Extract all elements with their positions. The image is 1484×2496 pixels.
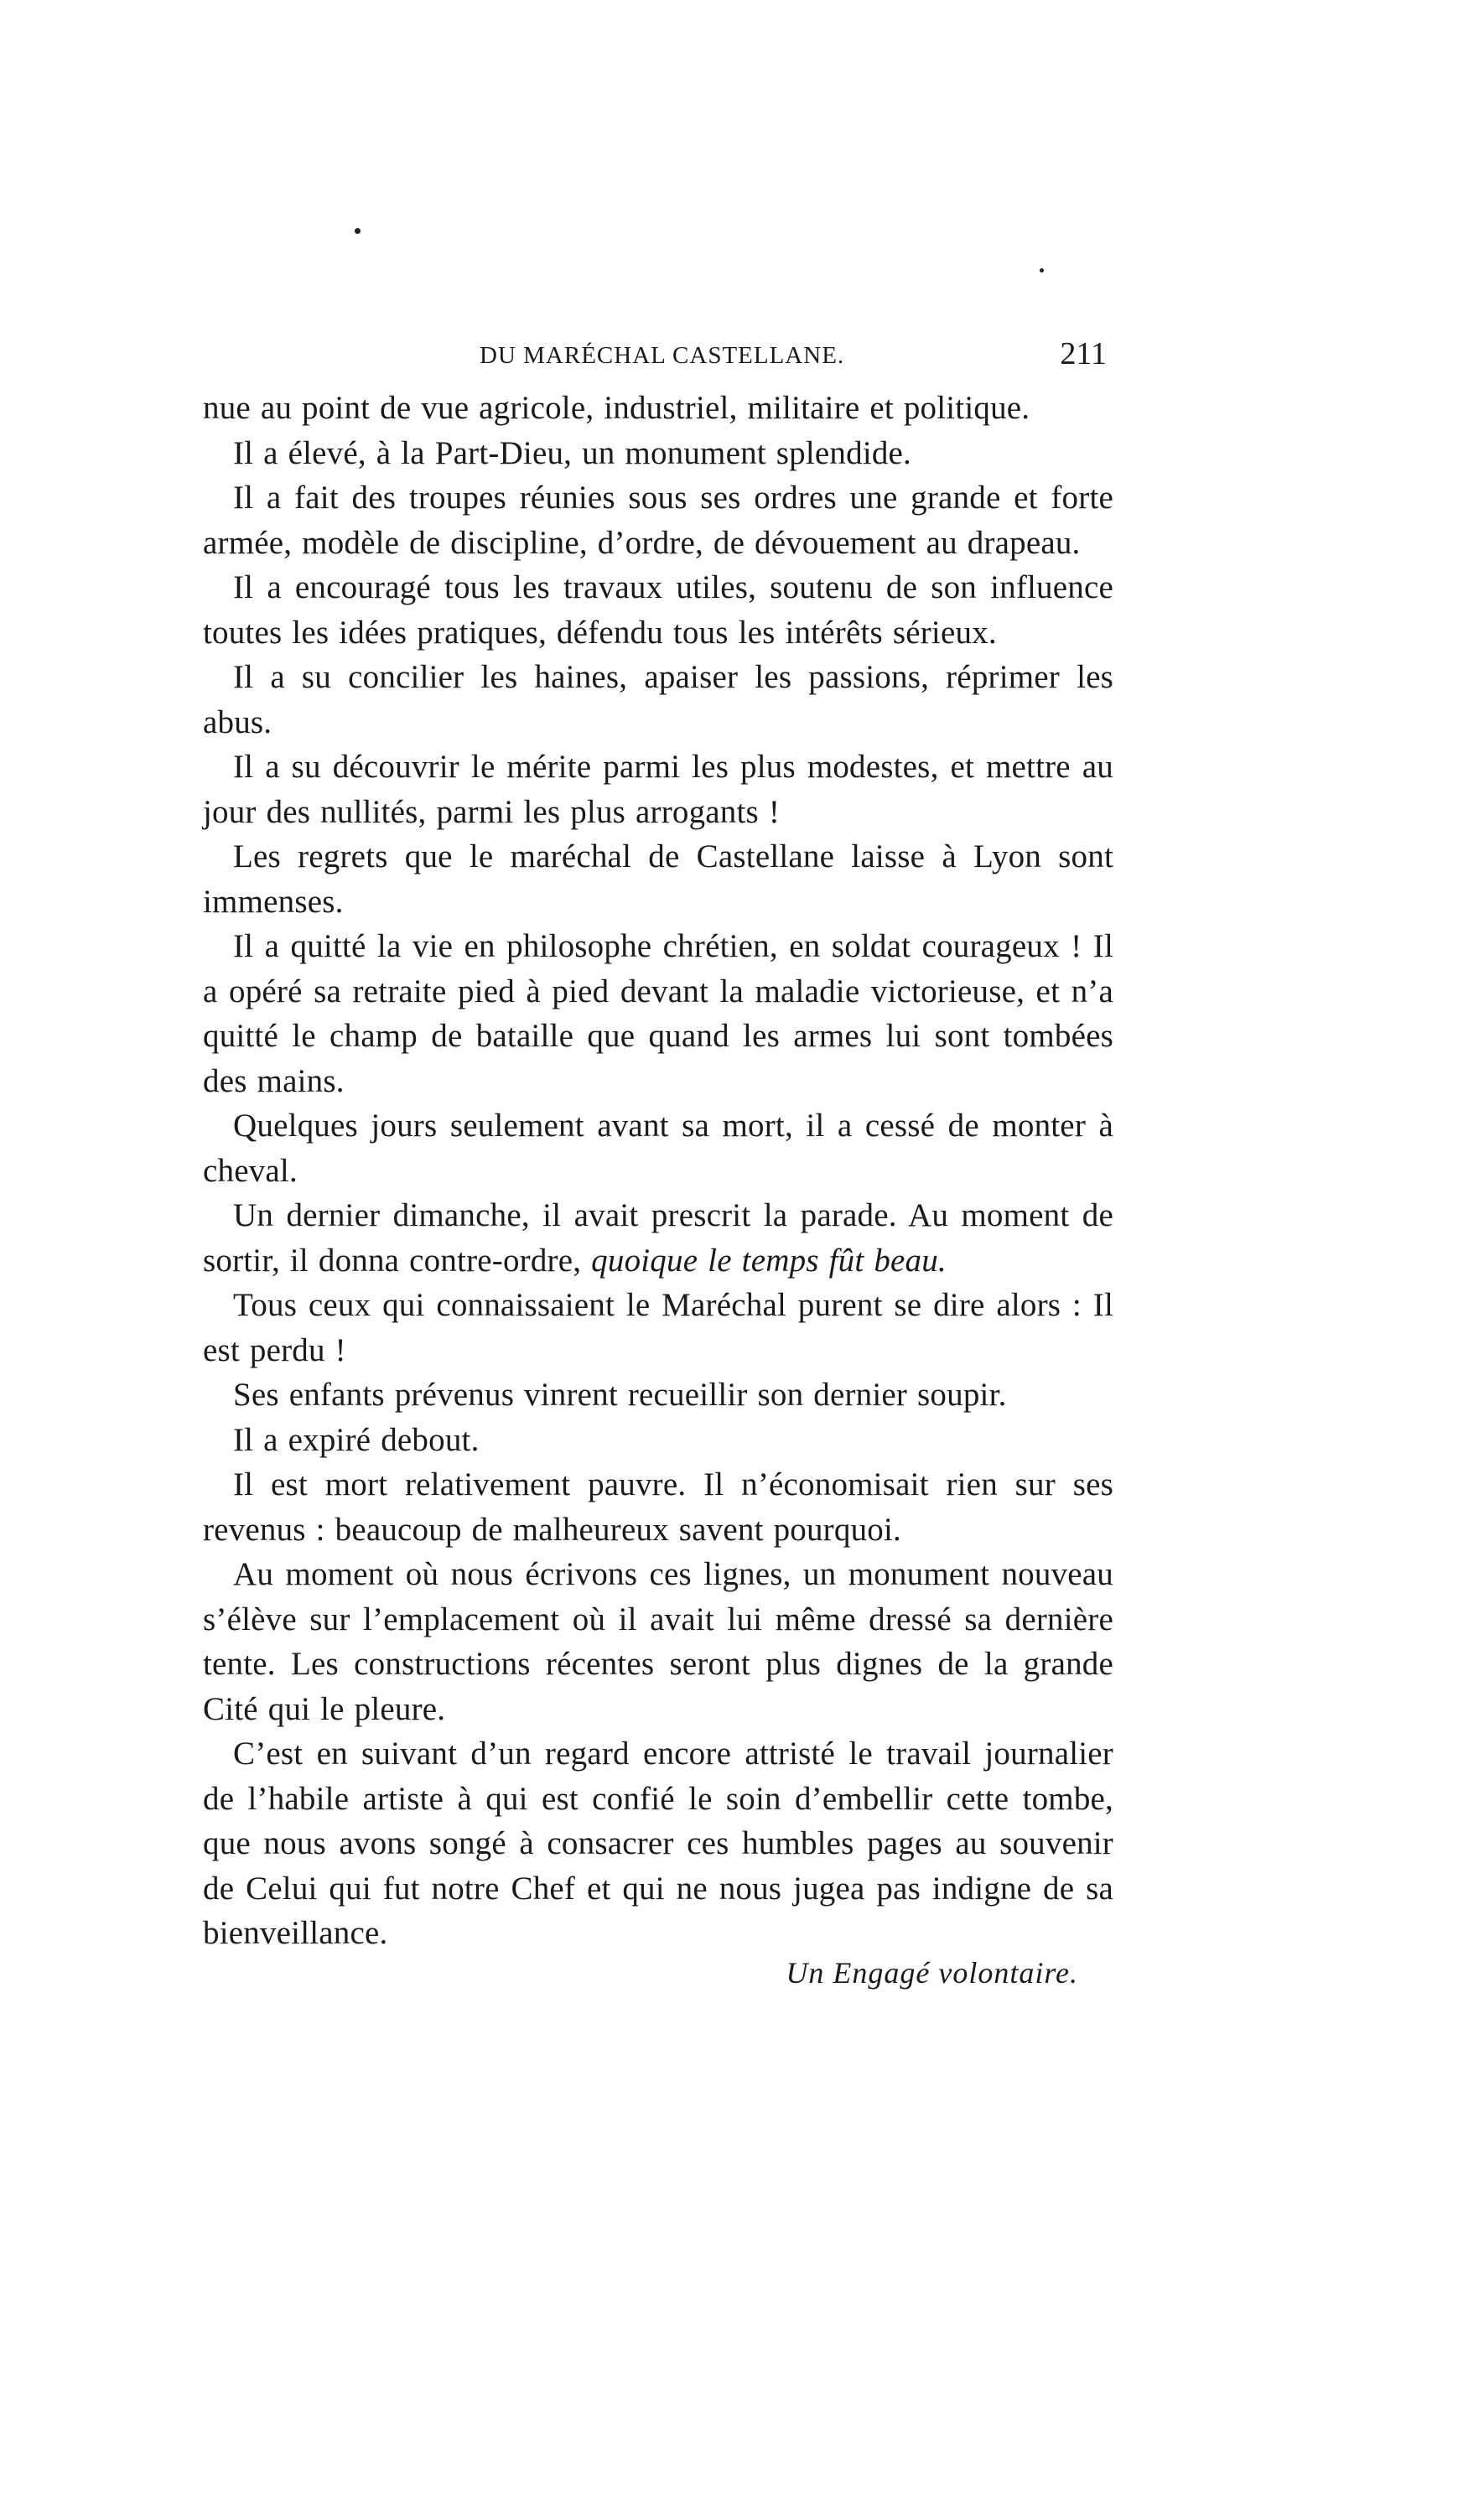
paragraph: Il a expiré debout. [233, 1421, 480, 1458]
page-header [203, 335, 1113, 386]
ink-speck [355, 228, 361, 234]
paragraph: Les regrets que le maréchal de Castellane laisse à Lyon sont immenses. [203, 838, 1113, 920]
paragraph: Au moment où nous écrivons ces lignes, un monument nouveau s’élève sur l’emplacement où il avait lui même dressé sa dernière tente. Les constructions récentes seront plus dignes de la grande Cité qui le pleure. [203, 1556, 1113, 1727]
body-text [203, 386, 1113, 1995]
paragraph: Il a quitté la vie en philosophe chrétien, en soldat courageux ! Il a opéré sa retraite pied à pied devant la maladie victorieuse, et n’a quitté le champ de bataille que quand les armes lui sont tombées des mains. [203, 928, 1113, 1099]
paragraph: Il a encouragé tous les travaux utiles, soutenu de son influence toutes les idées pratiques, défendu tous les intérêts sérieux. [203, 569, 1113, 651]
paragraph: Tous ceux qui connaissaient le Maréchal purent se dire alors : Il est perdu ! [203, 1287, 1113, 1368]
paragraph-text: Un dernier dimanche, il avait prescrit la parade. Au moment de sortir, il donna contre-ordre, [203, 1197, 1113, 1279]
paragraph: nue au point de vue agricole, industriel, militaire et politique. [203, 390, 1030, 426]
paragraph [203, 1193, 1113, 1283]
paragraph: Il est mort relativement pauvre. Il n’économisait rien sur ses revenus : beaucoup de malheureux savent pourquoi. [203, 1466, 1113, 1548]
running-head: DU MARÉCHAL CASTELLANE. [480, 342, 845, 369]
paragraph: Il a élevé, à la Part-Dieu, un monument splendide. [233, 434, 912, 471]
paragraph: Il a su concilier les haines, apaiser les passions, réprimer les abus. [203, 659, 1113, 740]
ink-speck [1040, 268, 1044, 272]
paragraph: Ses enfants prévenus vinrent recueillir son dernier soupir. [233, 1377, 1007, 1413]
signature: Un Engagé volontaire. [786, 1955, 1078, 1990]
paragraph: Il a fait des troupes réunies sous ses ordres une grande et forte armée, modèle de discipline, d’ordre, de dévouement au drapeau. [203, 480, 1113, 561]
paragraph: Il a su découvrir le mérite parmi les plus modestes, et mettre au jour des nullités, parmi les plus arrogants ! [203, 749, 1113, 830]
page-number: 211 [1060, 336, 1107, 371]
italic-phrase: quoique le temps fût beau. [591, 1242, 947, 1279]
paragraph: Quelques jours seulement avant sa mort, il a cessé de monter à cheval. [203, 1108, 1113, 1189]
paragraph: C’est en suivant d’un regard encore attristé le travail journalier de l’habile artiste à qui est confié le soin d’embellir cette tombe, que nous avons songé à consacrer ces humbles pages au souvenir de Celui qui fut notre Chef et qui ne nous jugea pas indigne de sa bienveillance. [203, 1736, 1113, 1951]
